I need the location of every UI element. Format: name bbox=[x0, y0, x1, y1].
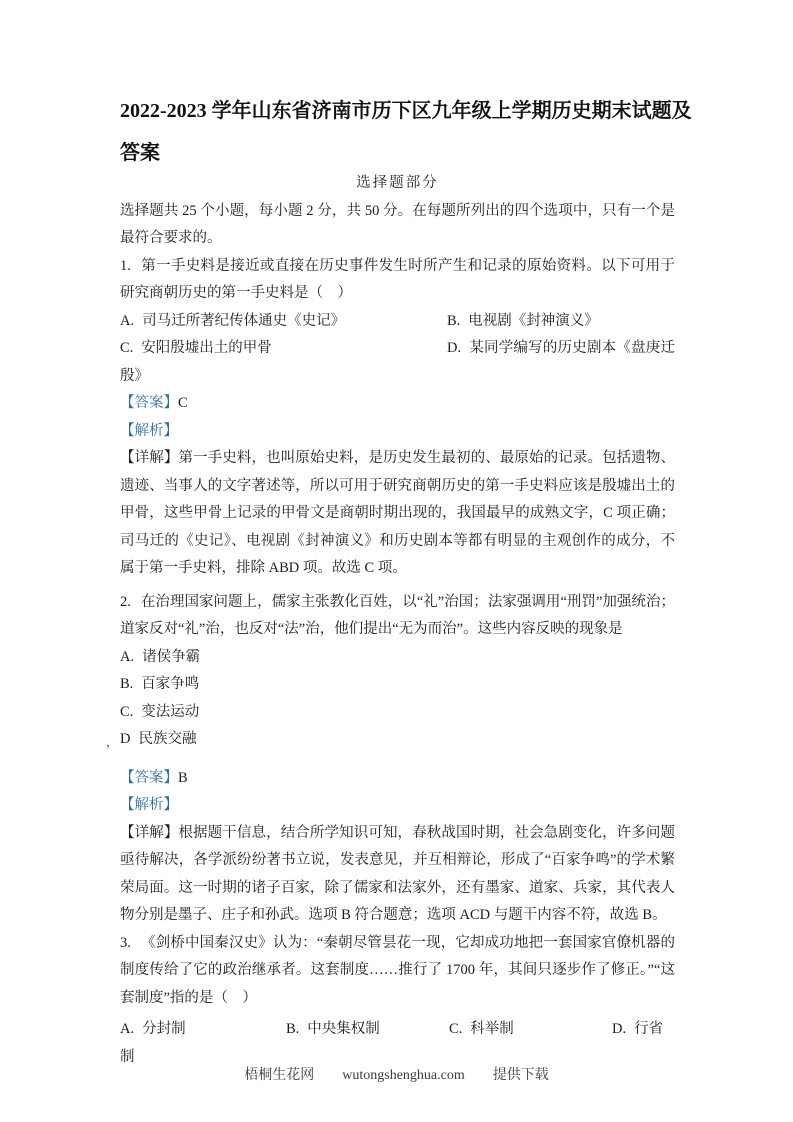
section-heading: 选择题部分 bbox=[356, 175, 439, 191]
option-a bbox=[120, 644, 675, 672]
option-key: A. bbox=[120, 648, 135, 665]
question-stem-text: 第一手史料是接近或直接在历史事件发生时所产生和记录的原始资料。以下可用于研究商朝历史的第一手史料是（ ） bbox=[120, 257, 675, 301]
question-2 bbox=[120, 589, 675, 930]
intro-text: 选择题共 25 个小题，每小题 2 分，共 50 分。在每题所列出的四个选项中，只有一个是最符合要求的。 bbox=[120, 202, 675, 246]
option-c bbox=[120, 335, 447, 363]
analysis-tag: 【解析】 bbox=[120, 797, 178, 813]
option-text: 行省制 bbox=[120, 1021, 664, 1065]
question-3-stem bbox=[120, 930, 675, 1013]
answer-tag: 【答案】 bbox=[120, 769, 178, 786]
question-number: 3. bbox=[120, 934, 131, 951]
detail-paragraph bbox=[120, 820, 675, 930]
option-key: D bbox=[120, 731, 131, 747]
page-footer bbox=[0, 1062, 793, 1089]
document-content bbox=[120, 0, 692, 1071]
footer-site-url: wutongshenghua.com bbox=[342, 1068, 465, 1083]
option-text: 中央集权制 bbox=[307, 1021, 380, 1037]
detail-text: 第一手史料，也叫原始史料，是历史发生最初的、最原始的记录。包括遗物、遗迹、当事人的文字著述等，所以可用于研究商朝历史的第一手史料应该是殷墟出土的甲骨，这些甲骨上记录的甲骨文是商朝时期出现的，我国最早的成熟文字，C 项正确；司马迁的《史记》、电视剧《封神演义》和历史剧本等都有明显的主观创作的成分，不属于第一手史料，排除 ABD 项。故选 C 项。 bbox=[120, 450, 676, 576]
option-key: C. bbox=[120, 703, 134, 720]
option-c bbox=[449, 1016, 612, 1044]
detail-paragraph bbox=[120, 445, 675, 583]
detail-text: 根据题干信息，结合所学知识可知，春秋战国时期，社会急剧变化，许多问题亟待解决，各学派纷纷著书立说，发表意见，并互相辩论，形成了“百家争鸣”的学术繁荣局面。这一时期的诸子百家，除了儒家和法家外，还有墨家、道家、兵家，其代表人物分别是墨子、庄子和孙武。选项 B 符合题意；选项 ACD 与题干内容不符，故选 B。 bbox=[120, 824, 676, 923]
option-text: 诸侯争霸 bbox=[142, 648, 201, 665]
answer-value: B bbox=[178, 769, 188, 786]
option-a bbox=[120, 1016, 286, 1044]
option-text: 分封制 bbox=[142, 1021, 186, 1037]
option-text: 百家争鸣 bbox=[141, 676, 200, 692]
question-stem-text: 《剑桥中国秦汉史》认为：“秦朝尽管昙花一现，它却成功地把一套国家官僚机器的制度传给了它的政治继承者。这套制度……推行了 1700 年，其间只逐步作了修正。”“这套制度”指的是（ ） bbox=[120, 934, 675, 1006]
option-d bbox=[120, 726, 675, 754]
question-number: 2. bbox=[120, 593, 131, 610]
option-key: A. bbox=[120, 312, 135, 329]
analysis-tag: 【解析】 bbox=[120, 422, 178, 439]
option-b: 电视剧《封神演义》 bbox=[468, 312, 599, 329]
question-1 bbox=[120, 253, 675, 583]
option-text: 科举制 bbox=[470, 1021, 514, 1037]
footer-download-text: 提供下载 bbox=[492, 1068, 549, 1083]
answer-value: C bbox=[178, 395, 188, 411]
option-c bbox=[120, 699, 675, 727]
question-number: 1. bbox=[120, 257, 131, 274]
stray-mark: ， bbox=[106, 735, 119, 749]
question-1-options-row-1 bbox=[120, 308, 675, 336]
option-b bbox=[286, 1016, 449, 1044]
option-text: 安阳殷墟出土的甲骨 bbox=[141, 340, 272, 356]
option-key: B. bbox=[286, 1021, 300, 1037]
question-stem-text: 在治理国家问题上，儒家主张教化百姓，以“礼”治国；法家强调用“刑罚”加强统治；道家反对“礼”治，也反对“法”治，他们提出“无为而治”。这些内容反映的现象是 bbox=[120, 593, 675, 637]
option-b bbox=[120, 671, 675, 699]
footer-site-name: 梧桐生花网 bbox=[244, 1068, 315, 1083]
option-d: 某同学编写的历史剧本《盘庚迁殷》 bbox=[120, 340, 675, 384]
analysis-line bbox=[120, 792, 675, 820]
analysis-line bbox=[120, 418, 675, 446]
option-text: 民族交融 bbox=[138, 731, 197, 747]
option-text: 司马迁所著纪传体通史《史记》 bbox=[142, 312, 346, 329]
answer-tag: 【答案】 bbox=[120, 395, 178, 411]
option-key: D. bbox=[612, 1021, 627, 1037]
document-title: 2022-2023 学年山东省济南市历下区九年级上学期历史期末试题及答案 bbox=[120, 100, 692, 164]
option-key: B. bbox=[447, 312, 461, 329]
answer-line bbox=[120, 390, 675, 418]
option-key: C. bbox=[449, 1021, 463, 1037]
detail-tag: 【详解】 bbox=[120, 450, 179, 466]
option-a bbox=[120, 308, 447, 336]
question-1-options-row-2 bbox=[120, 335, 675, 390]
option-text: 变法运动 bbox=[141, 703, 200, 720]
option-key: D. bbox=[447, 340, 462, 356]
question-2-stem bbox=[120, 589, 675, 644]
detail-tag: 【详解】 bbox=[120, 824, 179, 841]
option-key: A. bbox=[120, 1021, 135, 1037]
option-key: B. bbox=[120, 676, 134, 692]
option-key: C. bbox=[120, 340, 134, 356]
answer-line bbox=[120, 765, 675, 793]
question-3 bbox=[120, 930, 675, 1072]
question-1-stem bbox=[120, 253, 675, 308]
